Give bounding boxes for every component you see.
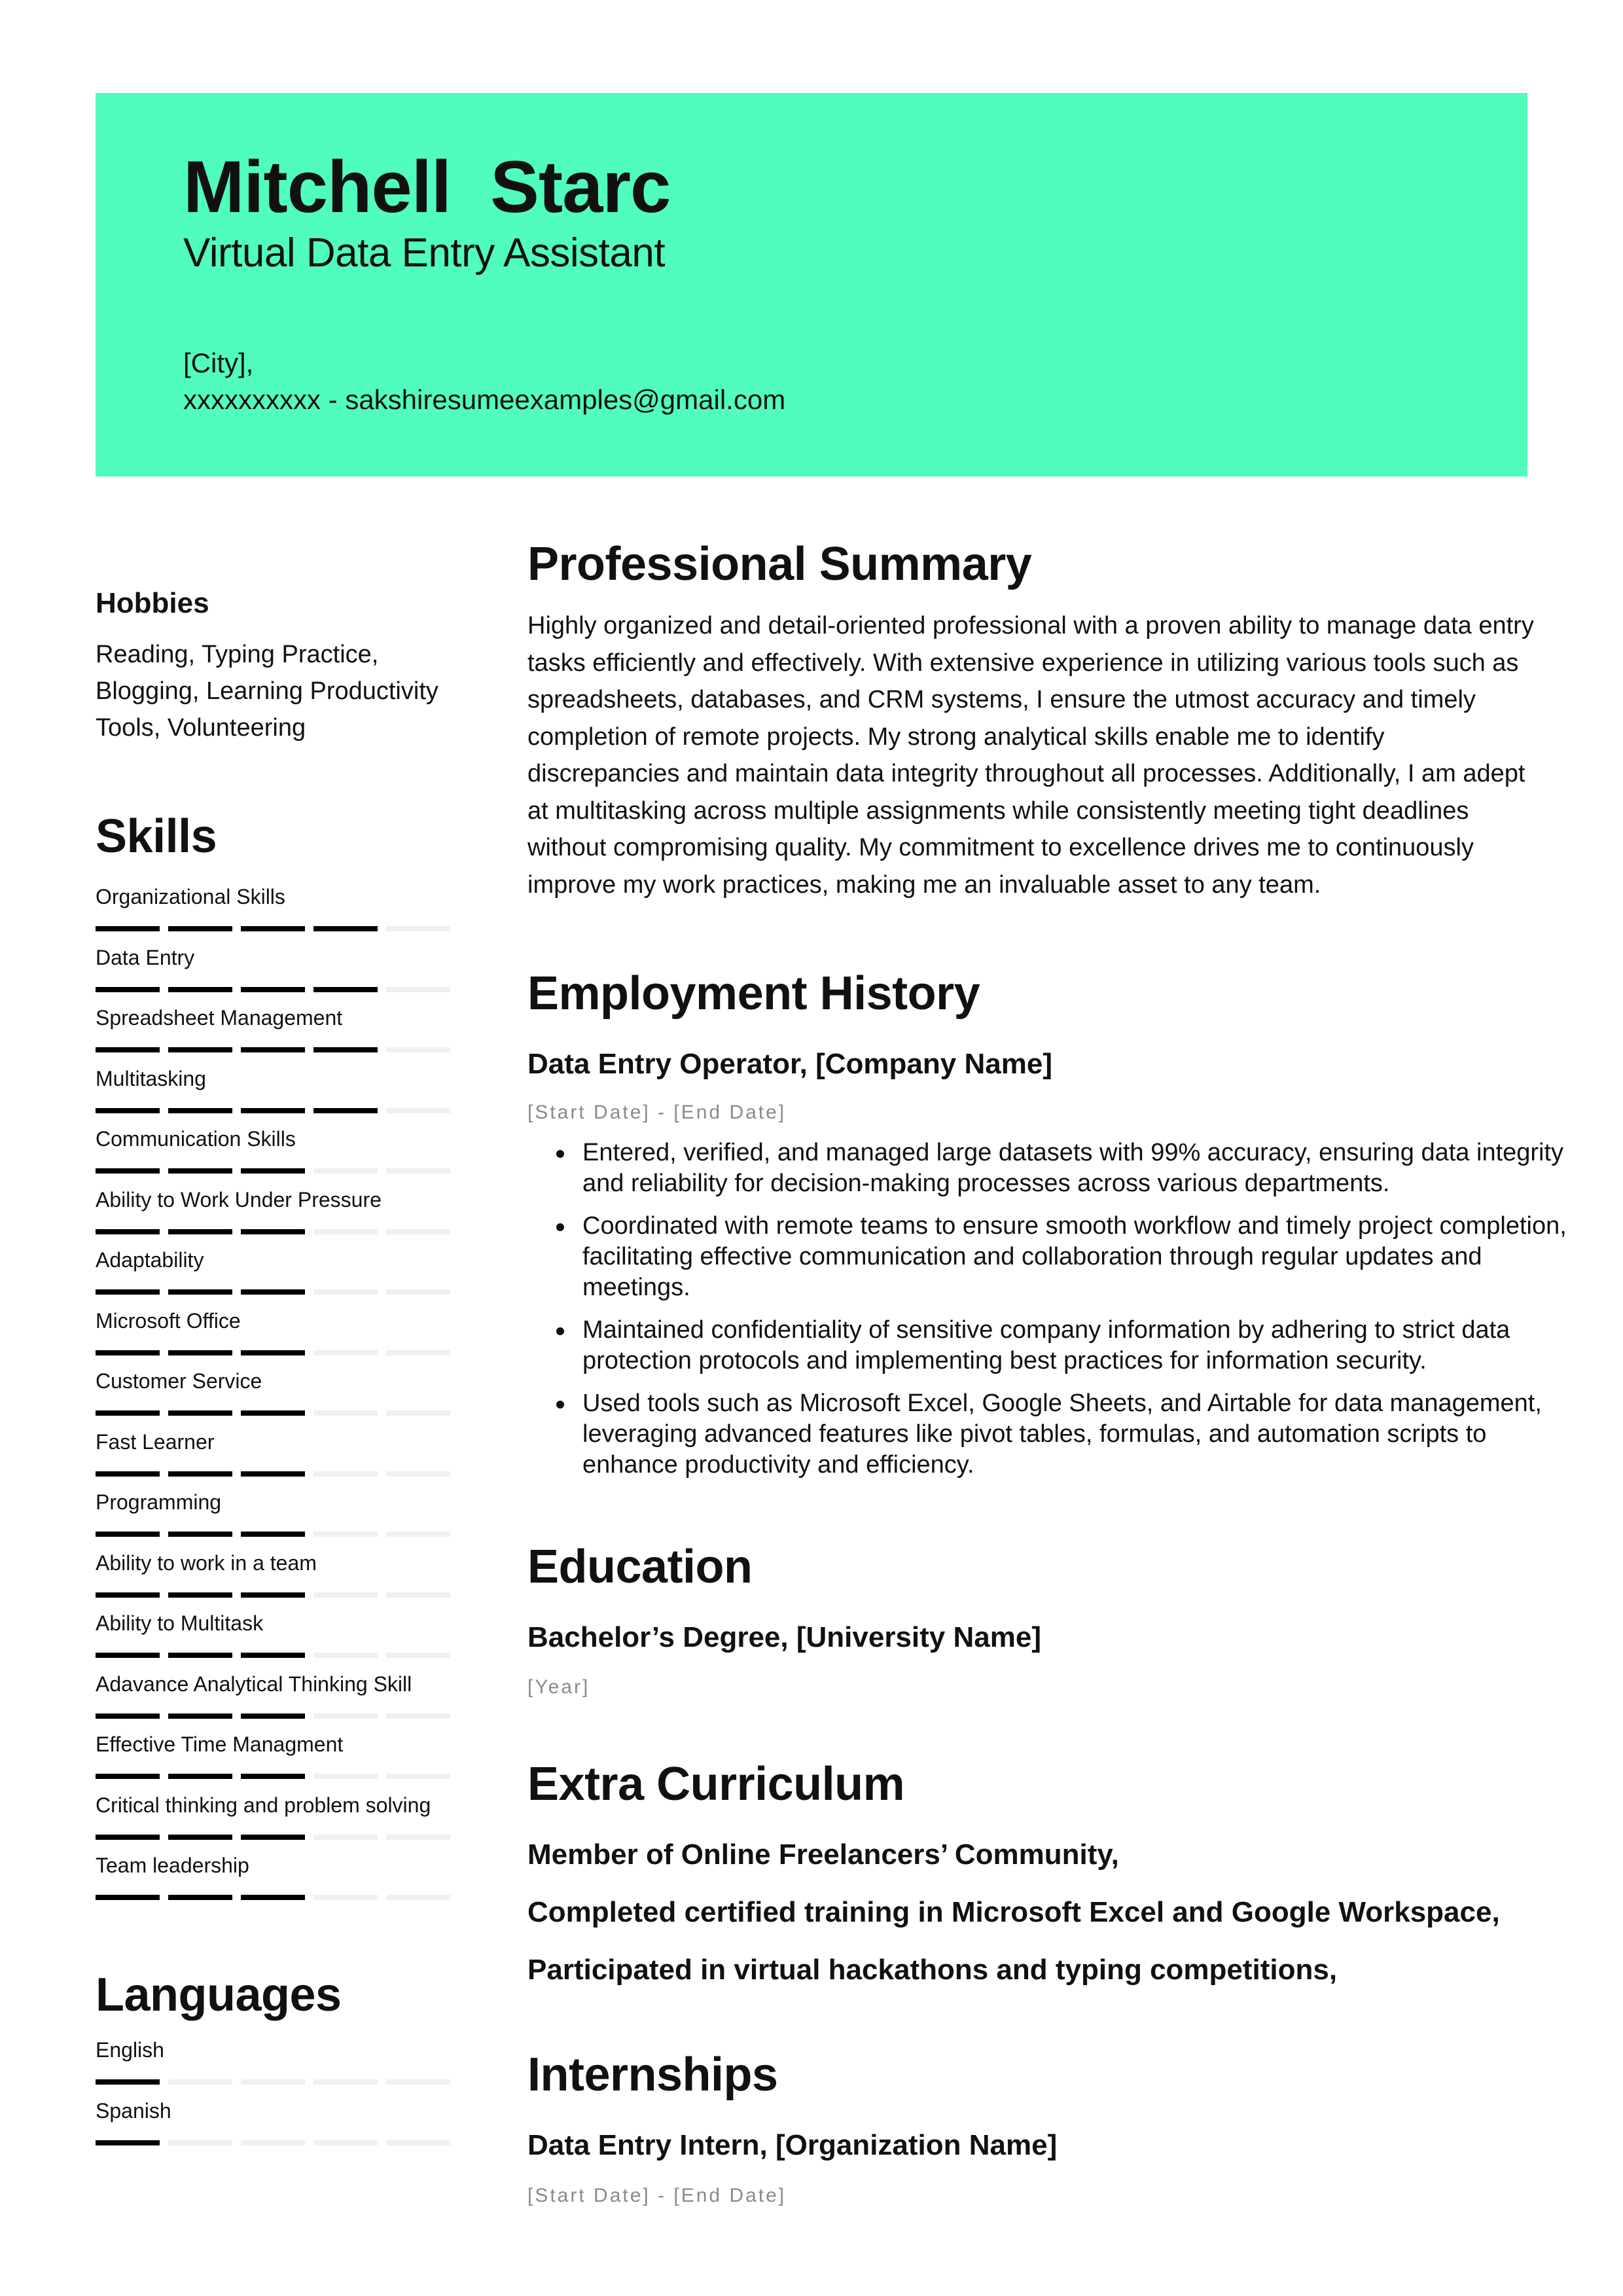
level-segment	[386, 2079, 450, 2085]
language-level-meter	[96, 2140, 450, 2145]
skill-level-meter	[96, 1350, 450, 1355]
level-segment	[313, 1289, 378, 1295]
level-segment	[386, 1835, 450, 1840]
city: [City],	[183, 348, 254, 378]
level-segment	[241, 1108, 305, 1113]
level-segment	[386, 926, 450, 931]
level-segment	[96, 1289, 160, 1295]
job-bullet: Entered, verified, and managed large datasets with 99% accuracy, ensuring data integrity and reliability for decision-making processes across various departments.	[582, 1138, 1584, 1199]
level-segment	[96, 1350, 160, 1355]
skills-list	[96, 886, 462, 1916]
skill-level-meter	[96, 1168, 450, 1174]
skills-heading: Skills	[96, 810, 217, 863]
language-item	[96, 2100, 462, 2161]
level-segment	[168, 2079, 232, 2085]
level-segment	[313, 1895, 378, 1900]
job-bullet: Coordinated with remote teams to ensure smooth workflow and timely project completion, facilitating effective communication and collaboration through regular updates and meetings.	[582, 1211, 1584, 1303]
level-segment	[96, 1047, 160, 1052]
level-segment	[313, 1532, 378, 1537]
education-heading: Education	[527, 1541, 753, 1593]
level-segment	[241, 1895, 305, 1900]
level-segment	[96, 926, 160, 931]
skill-level-meter	[96, 1471, 450, 1477]
skill-label: Effective Time Managment	[96, 1732, 344, 1756]
skill-item	[96, 1613, 462, 1674]
skill-level-meter	[96, 1653, 450, 1658]
level-segment	[241, 1713, 305, 1719]
job-role: Data Entry Operator, [Company Name]	[527, 1048, 1052, 1080]
level-segment	[96, 1229, 160, 1234]
level-segment	[168, 1713, 232, 1719]
skill-level-meter	[96, 1410, 450, 1416]
level-segment	[313, 1713, 378, 1719]
extra-item: Member of Online Freelancers’ Community,	[527, 1839, 1119, 1871]
header-banner	[96, 93, 1527, 476]
education-year: [Year]	[527, 1676, 590, 1698]
level-segment	[168, 1229, 232, 1234]
skill-item	[96, 1855, 462, 1916]
level-segment	[241, 1774, 305, 1779]
summary-text: Highly organized and detail-oriented professional with a proven ability to manage data entry tasks efficiently and effectively. With extensive experience in utilizing various tools such as spreadsheets, databases, and CRM systems, I ensure the utmost accuracy and timely completion of remote projects. My strong analytical skills enable me to identify discrepancies and maintain data integrity throughout all processes. Additionally, I am adept at multitasking across multiple assignments while consistently meeting tight deadlines without compromising quality. My commitment to excellence drives me to continuously improve my work practices, making me an invaluable asset to any team.	[527, 612, 1534, 899]
level-segment	[96, 987, 160, 992]
job-title: Virtual Data Entry Assistant	[183, 230, 666, 276]
skill-label: Ability to work in a team	[96, 1551, 317, 1575]
level-segment	[96, 1168, 160, 1174]
level-segment	[168, 1895, 232, 1900]
level-segment	[168, 1774, 232, 1779]
level-segment	[313, 1471, 378, 1477]
languages-section	[96, 1971, 462, 2161]
skill-item	[96, 1674, 462, 1734]
level-segment	[241, 1592, 305, 1598]
level-segment	[241, 1289, 305, 1295]
skill-level-meter	[96, 1895, 450, 1900]
skill-level-meter	[96, 1835, 450, 1840]
level-segment	[313, 1774, 378, 1779]
level-segment	[313, 1350, 378, 1355]
skill-label: Ability to Work Under Pressure	[96, 1187, 382, 1211]
level-segment	[241, 2140, 305, 2145]
level-segment	[168, 1532, 232, 1537]
level-segment	[313, 1168, 378, 1174]
internships-heading: Internships	[527, 2049, 778, 2101]
level-segment	[96, 1532, 160, 1537]
skill-level-meter	[96, 1592, 450, 1598]
level-segment	[168, 1168, 232, 1174]
language-label: English	[96, 2038, 164, 2062]
job-bullet: Maintained confidentiality of sensitive company information by adhering to strict data protection protocols and implementing best practices for information security.	[582, 1315, 1584, 1376]
skill-level-meter	[96, 987, 450, 992]
level-segment	[96, 1713, 160, 1719]
level-segment	[386, 1592, 450, 1598]
employment-heading: Employment History	[527, 967, 980, 1020]
internship-role: Data Entry Intern, [Organization Name]	[527, 2129, 1058, 2161]
level-segment	[96, 1653, 160, 1658]
skill-item	[96, 1552, 462, 1613]
level-segment	[313, 1592, 378, 1598]
skill-level-meter	[96, 1713, 450, 1719]
level-segment	[168, 1350, 232, 1355]
level-segment	[313, 1047, 378, 1052]
job-bullets	[527, 1138, 1584, 1492]
languages-list	[96, 2039, 462, 2161]
extra-item: Participated in virtual hackathons and typing competitions,	[527, 1954, 1338, 1986]
skill-label: Ability to Multitask	[96, 1611, 264, 1635]
skill-label: Adaptability	[96, 1248, 204, 1272]
level-segment	[313, 2079, 378, 2085]
candidate-name: Mitchell Starc	[183, 146, 671, 228]
contact-info: xxxxxxxxxx - sakshiresumeexamples@gmail.com	[183, 384, 786, 415]
internship-dates: [Start Date] - [End Date]	[527, 2185, 787, 2206]
skill-label: Adavance Analytical Thinking Skill	[96, 1672, 412, 1696]
level-segment	[313, 1108, 378, 1113]
level-segment	[96, 1895, 160, 1900]
extra-curriculum-heading: Extra Curriculum	[527, 1758, 905, 1810]
level-segment	[386, 1350, 450, 1355]
level-segment	[313, 1653, 378, 1658]
level-segment	[96, 1592, 160, 1598]
hobbies-section	[96, 589, 462, 746]
level-segment	[168, 926, 232, 931]
level-segment	[241, 1532, 305, 1537]
summary-heading: Professional Summary	[527, 538, 1032, 590]
level-segment	[96, 1108, 160, 1113]
level-segment	[168, 1592, 232, 1598]
level-segment	[168, 1108, 232, 1113]
education-degree: Bachelor’s Degree, [University Name]	[527, 1621, 1041, 1653]
level-segment	[241, 926, 305, 931]
level-segment	[96, 1471, 160, 1477]
hobbies-text: Reading, Typing Practice, Blogging, Learning Productivity Tools, Volunteering	[96, 641, 438, 742]
level-segment	[386, 1108, 450, 1113]
level-segment	[386, 987, 450, 992]
level-segment	[386, 1168, 450, 1174]
skill-level-meter	[96, 1532, 450, 1537]
level-segment	[313, 1835, 378, 1840]
skill-label: Spreadsheet Management	[96, 1006, 343, 1030]
level-segment	[168, 1289, 232, 1295]
language-level-meter	[96, 2079, 450, 2085]
skill-item	[96, 886, 462, 947]
level-segment	[386, 1229, 450, 1234]
level-segment	[168, 1835, 232, 1840]
level-segment	[96, 1774, 160, 1779]
skill-label: Multitasking	[96, 1066, 206, 1090]
skills-section	[96, 810, 462, 1916]
skill-label: Critical thinking and problem solving	[96, 1793, 431, 1817]
language-label: Spanish	[96, 2098, 171, 2123]
skill-level-meter	[96, 1289, 450, 1295]
level-segment	[313, 1229, 378, 1234]
skill-level-meter	[96, 1774, 450, 1779]
skill-label: Team leadership	[96, 1854, 249, 1877]
skill-item	[96, 1734, 462, 1795]
level-segment	[241, 987, 305, 992]
level-segment	[386, 1774, 450, 1779]
level-segment	[241, 1168, 305, 1174]
level-segment	[168, 1471, 232, 1477]
skill-item	[96, 1371, 462, 1431]
level-segment	[168, 987, 232, 992]
skill-item	[96, 1795, 462, 1856]
skill-item	[96, 1068, 462, 1129]
level-segment	[386, 1289, 450, 1295]
skill-item	[96, 1431, 462, 1492]
job-bullet: Used tools such as Microsoft Excel, Google Sheets, and Airtable for data management, leveraging advanced features like pivot tables, formulas, and automation scripts to enhance productivity and efficiency.	[582, 1388, 1584, 1480]
skill-item	[96, 1007, 462, 1068]
level-segment	[241, 1653, 305, 1658]
level-segment	[241, 1229, 305, 1234]
level-segment	[168, 1410, 232, 1416]
level-segment	[96, 1410, 160, 1416]
skill-label: Communication Skills	[96, 1127, 296, 1151]
level-segment	[168, 1047, 232, 1052]
skill-item	[96, 1310, 462, 1371]
level-segment	[168, 2140, 232, 2145]
skill-label: Customer Service	[96, 1369, 262, 1393]
skill-level-meter	[96, 926, 450, 931]
languages-heading: Languages	[96, 1969, 342, 2021]
skill-item	[96, 1189, 462, 1250]
level-segment	[241, 1350, 305, 1355]
skill-level-meter	[96, 1047, 450, 1052]
skill-label: Organizational Skills	[96, 885, 285, 908]
skill-item	[96, 1249, 462, 1310]
job-dates: [Start Date] - [End Date]	[527, 1102, 787, 1123]
skill-label: Programming	[96, 1490, 222, 1514]
level-segment	[241, 1471, 305, 1477]
level-segment	[386, 1471, 450, 1477]
skill-item	[96, 947, 462, 1008]
level-segment	[313, 926, 378, 931]
level-segment	[313, 1410, 378, 1416]
level-segment	[386, 2140, 450, 2145]
level-segment	[241, 2079, 305, 2085]
level-segment	[386, 1713, 450, 1719]
skill-item	[96, 1492, 462, 1552]
skill-item	[96, 1128, 462, 1189]
level-segment	[168, 1653, 232, 1658]
level-segment	[386, 1410, 450, 1416]
level-segment	[313, 987, 378, 992]
level-segment	[241, 1835, 305, 1840]
skill-level-meter	[96, 1108, 450, 1113]
level-segment	[96, 1835, 160, 1840]
level-segment	[386, 1047, 450, 1052]
level-segment	[313, 2140, 378, 2145]
hobbies-heading: Hobbies	[96, 587, 209, 619]
level-segment	[386, 1895, 450, 1900]
language-item	[96, 2039, 462, 2100]
level-segment	[241, 1047, 305, 1052]
level-segment	[386, 1653, 450, 1658]
level-segment	[96, 2079, 160, 2085]
level-segment	[241, 1410, 305, 1416]
level-segment	[96, 2140, 160, 2145]
skill-label: Data Entry	[96, 945, 195, 969]
skill-label: Fast Learner	[96, 1429, 215, 1454]
extra-item: Completed certified training in Microsoft Excel and Google Workspace,	[527, 1896, 1500, 1928]
skill-label: Microsoft Office	[96, 1308, 241, 1333]
level-segment	[386, 1532, 450, 1537]
skill-level-meter	[96, 1229, 450, 1234]
